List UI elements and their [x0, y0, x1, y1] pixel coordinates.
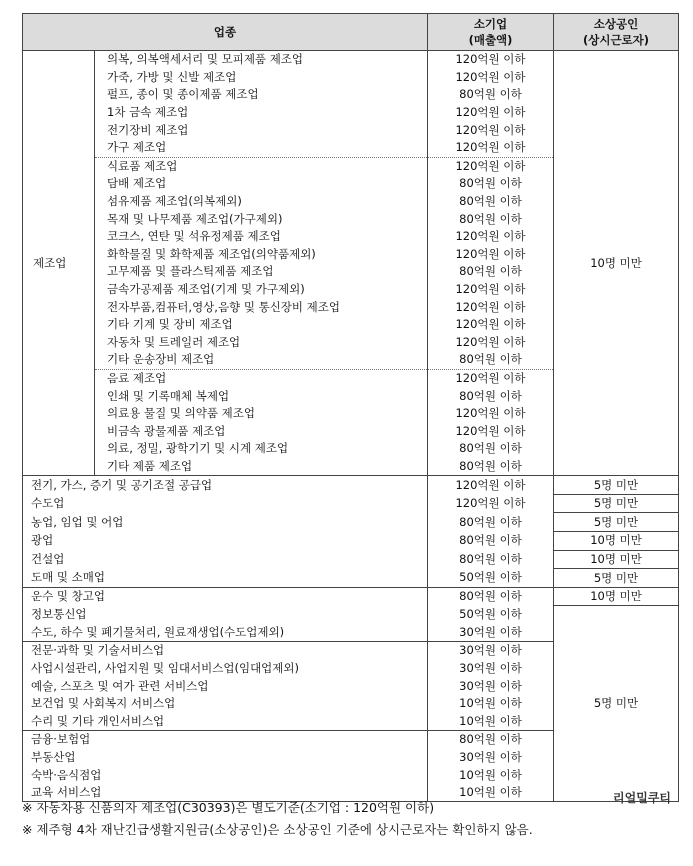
micro-threshold: 5명 미만: [554, 569, 679, 588]
industry-name: 자동차 및 트레일러 제조업: [107, 334, 241, 349]
industry-name: 담배 제조업: [107, 176, 167, 191]
industry-name: 기타 제품 제조업: [107, 458, 193, 473]
sales-threshold: 120억원 이하: [428, 228, 554, 246]
industry-name: 식료품 제조업: [95, 157, 428, 175]
industry-name: 광업: [23, 532, 428, 551]
industry-name: 인쇄 및 기록매체 복제업: [107, 388, 230, 403]
table-row: [23, 532, 679, 551]
sales-threshold: 50억원 이하: [428, 569, 554, 588]
sales-threshold: 80억원 이하: [428, 513, 554, 532]
industry-name: 고무제품 및 플라스틱제품 제조업: [107, 264, 274, 279]
table-row: [23, 569, 679, 588]
sales-threshold: 120억원 이하: [428, 104, 554, 122]
sales-threshold: 120억원 이하: [428, 69, 554, 87]
sales-threshold: 120억원 이하: [428, 139, 554, 157]
micro-threshold: 10명 미만: [554, 51, 679, 476]
industry-name: 정보통신업: [23, 606, 428, 624]
industry-name: 목재 및 나무제품 제조업(가구제외): [107, 211, 283, 226]
header-small-business: 소기업 (매출액): [428, 14, 554, 51]
sales-threshold: 120억원 이하: [428, 51, 554, 69]
micro-threshold: 5명 미만: [554, 476, 679, 495]
table-row: [23, 606, 679, 624]
industry-name: 1차 금속 제조업: [107, 105, 189, 120]
industry-name: 가구 제조업: [107, 140, 167, 155]
industry-name: 의복, 의복액세서리 및 모피제품 제조업: [95, 51, 428, 69]
table-row: [23, 476, 679, 495]
sales-threshold: 120억원 이하: [428, 298, 554, 316]
industry-name: 수도업: [23, 494, 428, 513]
sales-threshold: 120억원 이하: [428, 281, 554, 299]
note-2: ※ 제주형 4차 재난긴급생활지원금(소상공인)은 소상공인 기준에 상시근로자는 확인하지 않음.: [22, 822, 533, 837]
sales-threshold: 120억원 이하: [428, 405, 554, 423]
sales-threshold: 30억원 이하: [428, 749, 554, 767]
industry-name: 가죽, 가방 및 신발 제조업: [107, 69, 237, 84]
micro-threshold: 5명 미만: [554, 606, 679, 802]
industry-name: 농업, 임업 및 어업: [23, 513, 428, 532]
manufacturing-category: 제조업: [23, 51, 95, 476]
header-row: [23, 14, 679, 51]
industry-name: 부동산업: [23, 749, 428, 767]
industry-name: 기타 기계 및 장비 제조업: [107, 317, 233, 332]
sales-threshold: 80억원 이하: [428, 532, 554, 551]
sales-threshold: 10억원 이하: [428, 695, 554, 713]
industry-name: 전자부품,컴퓨터,영상,음향 및 통신장비 제조업: [107, 299, 341, 314]
sales-threshold: 80억원 이하: [428, 210, 554, 228]
micro-threshold: 10명 미만: [554, 550, 679, 569]
sales-threshold: 30억원 이하: [428, 624, 554, 642]
industry-name: 예술, 스포츠 및 여가 관련 서비스업: [23, 677, 428, 695]
table-row: [23, 494, 679, 513]
industry-name: 보건업 및 사회복지 서비스업: [23, 695, 428, 713]
sales-threshold: 120억원 이하: [428, 246, 554, 264]
sales-threshold: 80억원 이하: [428, 731, 554, 749]
sales-threshold: 80억원 이하: [428, 458, 554, 476]
sales-threshold: 10억원 이하: [428, 712, 554, 730]
industry-name: 의료용 물질 및 의약품 제조업: [107, 406, 255, 421]
industry-name: 화학물질 및 화학제품 제조업(의약품제외): [107, 246, 316, 261]
industry-name: 도매 및 소매업: [23, 569, 428, 588]
industry-name: 숙박·음식점업: [23, 766, 428, 784]
industry-name: 금속가공제품 제조업(기계 및 가구제외): [107, 282, 305, 297]
industry-name: 전기장비 제조업: [107, 122, 189, 137]
table-row: [23, 51, 679, 69]
sales-threshold: 80억원 이하: [428, 193, 554, 211]
sales-threshold: 120억원 이하: [428, 334, 554, 352]
sales-threshold: 120억원 이하: [428, 476, 554, 495]
table-row: [23, 513, 679, 532]
industry-name: 음료 제조업: [95, 369, 428, 387]
industry-name: 전기, 가스, 증기 및 공기조절 공급업: [23, 476, 428, 495]
sales-threshold: 80억원 이하: [428, 86, 554, 104]
sales-threshold: 80억원 이하: [428, 263, 554, 281]
watermark: 리얼밀쿠티: [613, 791, 671, 805]
sales-threshold: 120억원 이하: [428, 157, 554, 175]
industry-size-table: [22, 13, 679, 802]
sales-threshold: 80억원 이하: [428, 550, 554, 569]
industry-name: 운수 및 창고업: [23, 587, 428, 606]
table-row: [23, 550, 679, 569]
header-industry: 업종: [23, 14, 428, 51]
sales-threshold: 120억원 이하: [428, 494, 554, 513]
industry-name: 전문·과학 및 기술서비스업: [23, 642, 428, 660]
sales-threshold: 30억원 이하: [428, 660, 554, 678]
industry-name: 섬유제품 제조업(의복제외): [107, 194, 242, 209]
table-row: [23, 587, 679, 606]
sales-threshold: 30억원 이하: [428, 642, 554, 660]
micro-threshold: 5명 미만: [554, 494, 679, 513]
sales-threshold: 10억원 이하: [428, 784, 554, 802]
sales-threshold: 50억원 이하: [428, 606, 554, 624]
industry-name: 금융·보험업: [23, 731, 428, 749]
sales-threshold: 30억원 이하: [428, 677, 554, 695]
sales-threshold: 120억원 이하: [428, 121, 554, 139]
sales-threshold: 120억원 이하: [428, 369, 554, 387]
sales-threshold: 80억원 이하: [428, 175, 554, 193]
industry-name: 의료, 정밀, 광학기기 및 시계 제조업: [107, 441, 289, 456]
industry-name: 기타 운송장비 제조업: [107, 352, 215, 367]
industry-name: 코크스, 연탄 및 석유정제품 제조업: [107, 229, 281, 244]
industry-name: 펄프, 종이 및 종이제품 제조업: [107, 87, 259, 102]
header-micro-business: 소상공인 (상시근로자): [554, 14, 679, 51]
industry-name: 수도, 하수 및 폐기물처리, 원료재생업(수도업제외): [23, 624, 428, 642]
industry-name: 건설업: [23, 550, 428, 569]
sales-threshold: 80억원 이하: [428, 351, 554, 369]
micro-threshold: 10명 미만: [554, 587, 679, 606]
industry-name: 사업시설관리, 사업지원 및 임대서비스업(임대업제외): [23, 660, 428, 678]
sales-threshold: 80억원 이하: [428, 440, 554, 458]
sales-threshold: 10억원 이하: [428, 766, 554, 784]
industry-name: 비금속 광물제품 제조업: [107, 423, 226, 438]
sales-threshold: 80억원 이하: [428, 387, 554, 405]
industry-name: 수리 및 기타 개인서비스업: [23, 712, 428, 730]
industry-name: 교육 서비스업: [23, 784, 428, 802]
micro-threshold: 10명 미만: [554, 532, 679, 551]
sales-threshold: 80억원 이하: [428, 587, 554, 606]
micro-threshold: 5명 미만: [554, 513, 679, 532]
sales-threshold: 120억원 이하: [428, 316, 554, 334]
note-1: ※ 자동차용 신품의자 제조업(C30393)은 별도기준(소기업 : 120억원 이하): [22, 800, 435, 815]
sales-threshold: 120억원 이하: [428, 422, 554, 440]
